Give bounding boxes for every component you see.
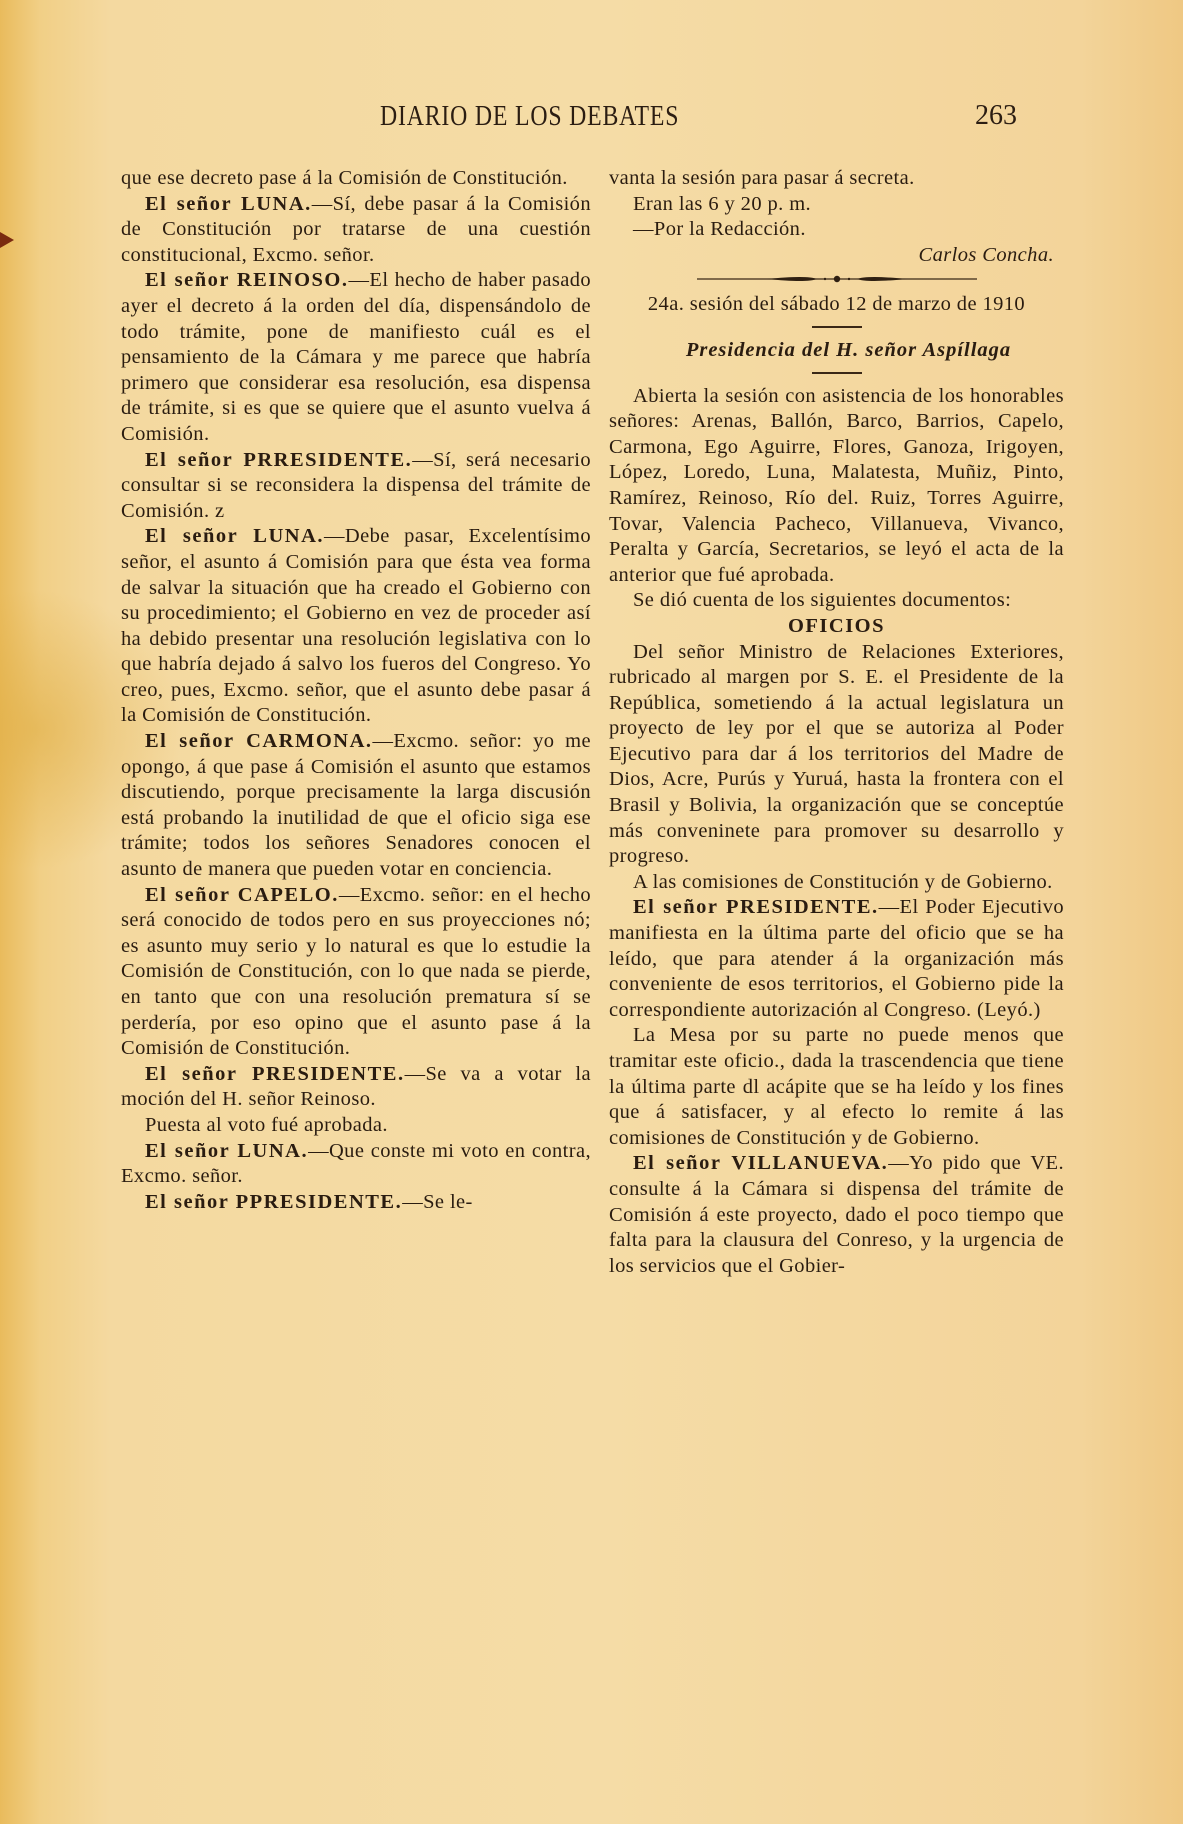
speaker-name: El señor CAPELO. xyxy=(145,883,339,906)
left-column xyxy=(121,166,591,1215)
speaker-name: El señor LUNA. xyxy=(145,525,325,548)
paragraph: que ese decreto pase á la Comisión de Constitución. xyxy=(121,167,568,189)
speaker-name: El señor LUNA. xyxy=(145,1139,309,1162)
paragraph: El señor CAPELO.—Excmo. señor: en el hecho será conocido de todos pero en sus proyecciones nó; es asunto muy serio y lo natural es que lo estudie la Comisión de Constitución, con lo que nada se pierde, en tanto que con una resolución prematura sí se perdería, por eso opino que el asunto pase á la Comisión de Constitución. xyxy=(121,883,591,1060)
paragraph: El señor VILLANUEVA.—Yo pido que VE. consulte á la Cámara si dispensa del trámite de Comisión á este proyecto, dado el poco tiempo que falta para la clausura del Conreso, y la urgencia de los servicios que el Gobier- xyxy=(609,1152,1064,1277)
byline: —Por la Redacción. xyxy=(633,218,806,241)
divider xyxy=(812,326,862,328)
speaker-name: El señor VILLANUEVA. xyxy=(633,1152,889,1175)
paragraph: El señor PPRESIDENTE.—Se le- xyxy=(145,1190,473,1213)
paragraph: A las comisiones de Constitución y de Gobierno. xyxy=(633,870,1053,893)
paragraph: El señor PRRESIDENTE.—Sí, será necesario consultar si se reconsidera la dispensa del trámite de Comisión. z xyxy=(121,448,591,522)
page-number: 263 xyxy=(975,100,1017,131)
paragraph: El señor LUNA.—Sí, debe pasar á la Comisión de Constitución por tratarse de una cuestión constitucional, Excmo. señor. xyxy=(121,192,591,266)
paragraph: El señor PRESIDENTE.—El Poder Ejecutivo manifiesta en la última parte del oficio que se ha leído, que para atender á la organización más conveniente de esos territorios, el Gobierno pide la correspondiente autorización al Congreso. (Leyó.) xyxy=(609,896,1064,1021)
paragraph: La Mesa por su parte no puede menos que tramitar este oficio., dada la trascendencia que tiene la última parte dl acápite que se ha leído y los fines que á satisfacer, y al efecto lo remite á las comisiones de Constitución y de Gobierno. xyxy=(609,1024,1064,1149)
presidency-line: Presidencia del H. señor Aspíllaga xyxy=(685,338,1012,361)
speaker-name: El señor PRESIDENTE. xyxy=(145,1062,405,1085)
margin-mark xyxy=(0,232,14,248)
right-column xyxy=(609,166,1064,1279)
divider xyxy=(812,372,862,374)
opening-paragraph: Abierta la sesión con asistencia de los honorables señores: Arenas, Ballón, Barco, Barrios, Capelo, Carmona, Ego Aguirre, Flores, Ganoza, Irigoyen, López, Loredo, Luna, Malatesta, Muñiz, Pinto, Ramírez, Reinoso, Río del. Ruiz, Torres Aguirre, Tovar, Valencia Pacheco, Villanueva, Vivanco, Peralta y García, Secretarios, se leyó el acta de la anterior que fué aprobada. xyxy=(609,384,1064,586)
time-note: Eran las 6 y 20 p. m. xyxy=(633,192,812,215)
section-heading: OFICIOS xyxy=(787,614,886,637)
documents-intro: Se dió cuenta de los siguientes documentos: xyxy=(633,589,1012,612)
paragraph: Del señor Ministro de Relaciones Exteriores, rubricado al margen por S. E. el Presidente de la República, sometiendo á la actual legislatura un proyecto de ley por el que se autoriza al Poder Ejecutivo para dar á los territorios del Madre de Dios, Acre, Purús y Yuruá, hasta la frontera con el Brasil y Bolivia, la organización que se conceptúe más conveninete para promover su desarrollo y progreso. xyxy=(609,640,1064,868)
speaker-name: El señor LUNA. xyxy=(145,192,312,215)
paragraph: El señor CARMONA.—Excmo. señor: yo me opongo, á que pase á Comisión el asunto que estamos discutiendo, porque precisamente la larga discusión está probando la inutilidad de que el oficio siga ese trámite; todos los señores Senadores conocen el asunto de manera que pueden votar en conciencia. xyxy=(121,730,591,881)
journal-title: DIARIO DE LOS DEBATES xyxy=(380,100,680,132)
speaker-name: El señor REINOSO. xyxy=(145,269,349,292)
speaker-name: El señor PRESIDENTE. xyxy=(633,896,879,919)
paragraph: El señor REINOSO.—El hecho de haber pasado ayer el decreto á la orden del día, dispensándolo de todo trámite, pone de manifiesto cuál es el pensamiento de la Cámara y me parece que habría primero que considerar esa resolución, esa dispensa de trámite, si es que se quiere que el asunto vuelva á Comisión. xyxy=(121,269,591,445)
signature: Carlos Concha. xyxy=(918,243,1054,266)
continuation-text: vanta la sesión para pasar á secreta. xyxy=(609,167,915,189)
speaker-name: El señor PPRESIDENTE. xyxy=(145,1190,403,1213)
ornamental-divider xyxy=(697,272,977,286)
running-header xyxy=(0,100,1183,140)
session-title: 24a. sesión del sábado 12 de marzo de 1910 xyxy=(647,293,1026,316)
speaker-name: El señor PRRESIDENTE. xyxy=(145,448,413,471)
paragraph: El señor LUNA.—Que conste mi voto en contra, Excmo. señor. xyxy=(121,1139,591,1188)
paragraph: El señor LUNA.—Debe pasar, Excelentísimo señor, el asunto á Comisión para que ésta vea forma de salvar la situación que ha creado el Gobierno con su procedimiento; el Gobierno en vez de proceder así ha debido presentar una resolución legislativa con lo que habría dejado á salvo los fueros del Congreso. Yo creo, pues, Excmo. señor, que el asunto debe pasar á la Comisión de Constitución. xyxy=(121,525,591,727)
paragraph: Puesta al voto fué aprobada. xyxy=(145,1113,388,1136)
paragraph: El señor PRESIDENTE.—Se va a votar la moción del H. señor Reinoso. xyxy=(121,1062,591,1111)
speaker-name: El señor CARMONA. xyxy=(145,730,373,753)
